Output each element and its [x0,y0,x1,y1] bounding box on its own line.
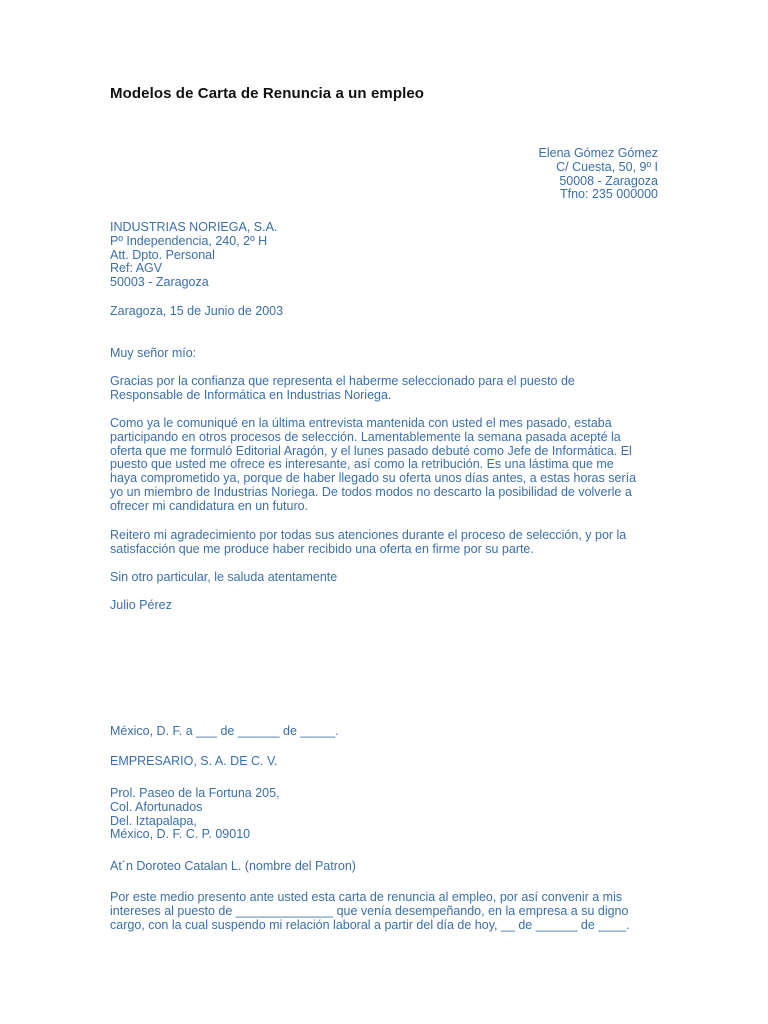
letter1-paragraph-2 [110,417,660,514]
letter2-attention: At´n Doroteo Catalan L. (nombre del Patron) [110,859,356,873]
recipient-line: Pº Independencia, 240, 2º H [110,233,268,248]
letter2-address [110,787,660,842]
paragraph-line: cargo, con la cual suspendo mi relación laboral a partir del día de hoy, __ de ______ de ____. [110,917,630,932]
sender-line: Tfno: 235 000000 [560,187,658,202]
letter1-closing: Sin otro particular, le saluda atentamente [110,570,338,584]
paragraph-line: Reitero mi agradecimiento por todas sus atenciones durante el proceso de selección, y por la [110,528,627,542]
letter1-date: Zaragoza, 15 de Junio de 2003 [110,304,284,318]
sender-line: C/ Cuesta, 50, 9º I [556,159,658,174]
document-title: Modelos de Carta de Renuncia a un empleo [110,85,425,102]
address-line: Prol. Paseo de la Fortuna 205, [110,786,280,800]
paragraph-line: Como ya le comuniqué en la última entrevista mantenida con usted el mes pasado, estaba [110,416,612,430]
paragraph-line: yo un miembro de Industrias Noriega. De todos modos no descarto la posibilidad de volverle a [110,484,632,499]
recipient-line: INDUSTRIAS NORIEGA, S.A. [110,220,278,234]
letter1-paragraph-1 [110,375,660,403]
letter2-date: México, D. F. a ___ de ______ de _____. [110,724,339,738]
letter2-company: EMPRESARIO, S. A. DE C. V. [110,754,278,768]
paragraph-line: Gracias por la confianza que representa el haberme seleccionado para el puesto de [110,374,575,388]
paragraph-line: puesto que usted me ofrece es interesante, así como la retribución. Es una lástima que me [110,457,614,472]
letter1-signature: Julio Pérez [110,598,172,612]
recipient-line: 50003 - Zaragoza [110,275,209,290]
paragraph-line: participando en otros procesos de selección. Lamentablemente la semana pasada acepté la [110,429,621,444]
paragraph-line: oferta que me formuló Editorial Aragón, y el lunes pasado debuté como Jefe de Informática. El [110,443,632,458]
recipient-line: Att. Dpto. Personal [110,247,215,262]
recipient-line: Ref: AGV [110,261,163,276]
paragraph-line: Responsable de Informática en Industrias Noriega. [110,387,392,402]
address-line: México, D. F. C. P. 09010 [110,827,251,842]
letter1-salutation: Muy señor mío: [110,346,197,360]
paragraph-line: Por este medio presento ante usted esta carta de renuncia al empleo, por así convenir a mis [110,890,623,904]
sender-line: 50008 - Zaragoza [559,173,658,188]
address-line: Col. Afortunados [110,799,203,814]
address-line: Del. Iztapalapa, [110,813,197,828]
sender-line: Elena Gómez Gómez [538,146,658,160]
paragraph-line: intereses al puesto de ______________ que venía desempeñando, en la empresa a su digno [110,903,629,918]
paragraph-line: satisfacción que me produce haber recibido una oferta en firme por su parte. [110,541,534,556]
letter1-paragraph-3 [110,529,660,557]
recipient-address [110,221,660,290]
sender-address [400,147,658,202]
paragraph-line: haya comprometido ya, porque de haber llegado su oferta unos días antes, a estas horas sería [110,471,637,486]
paragraph-line: ofrecer mi candidatura en un futuro. [110,498,309,513]
letter2-body [110,891,660,932]
